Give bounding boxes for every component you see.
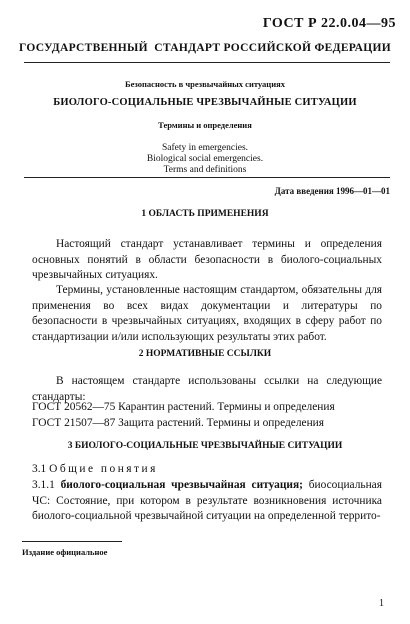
term-number: 3.1.1 xyxy=(32,479,55,491)
paragraph: В настоящем стандарте использованы ссылки на следующие стандарты: xyxy=(32,375,382,403)
subsection-title: Общие понятия xyxy=(49,463,158,475)
english-line: Safety in emergencies. xyxy=(161,143,249,153)
subsection-number: 3.1 xyxy=(32,463,47,475)
edition-note: Издание официальное xyxy=(22,547,108,557)
state-standard-heading: ГОСУДАРСТВЕННЫЙ СТАНДАРТ РОССИЙСКОЙ ФЕДЕРАЦИИ xyxy=(19,42,391,54)
document-code: ГОСТ Р 22.0.04—95 xyxy=(262,16,396,31)
term-name: биолого-социальная чрезвычайная ситуация; xyxy=(60,479,303,491)
category-line: Безопасность в чрезвычайных ситуациях xyxy=(125,79,285,89)
subsection-heading xyxy=(32,462,382,478)
english-line: Terms and definitions xyxy=(163,165,247,175)
reference-item: ГОСТ 20562—75 Карантин растений. Термины и определения xyxy=(32,401,335,413)
document-title: БИОЛОГО-СОЦИАЛЬНЫЕ ЧРЕЗВЫЧАЙНЫЕ СИТУАЦИИ xyxy=(53,97,357,108)
term-definition xyxy=(32,478,382,525)
paragraph: Термины, установленные настоящим стандартом, обязательны для применения во всех видах документации и литературы по безопасности в чрезвычайных ситуациях, входящих в сферу работ по стандартизации и/или использующих результаты этих работ. xyxy=(32,284,382,343)
page-number: 1 xyxy=(379,598,384,609)
section-heading-1: 1 ОБЛАСТЬ ПРИМЕНЕНИЯ xyxy=(141,209,269,219)
header-rule xyxy=(24,62,390,63)
document-subtitle: Термины и определения xyxy=(158,120,252,130)
section-heading-3: 3 БИОЛОГО-СОЦИАЛЬНЫЕ ЧРЕЗВЫЧАЙНЫЕ СИТУАЦИИ xyxy=(67,441,343,451)
date-of-introduction: Дата введения 1996—01—01 xyxy=(274,186,390,196)
term-text: биосоциальная ЧС: Состояние, при котором в результате возникновения источника биолого-социальной чрезвычайной ситуации на определенной террито- xyxy=(32,479,382,523)
section-heading-2: 2 НОРМАТИВНЫЕ ССЫЛКИ xyxy=(138,349,272,359)
english-line: Biological social emergencies. xyxy=(146,154,264,164)
footer-rule xyxy=(22,541,122,542)
english-title-block xyxy=(0,143,410,176)
title-rule xyxy=(24,177,390,178)
reference-item: ГОСТ 21507—87 Защита растений. Термины и определения xyxy=(32,417,325,429)
paragraph: Настоящий стандарт устанавливает термины и определения основных понятий в области безопасности в биолого-социальных чрезвычайных ситуациях. xyxy=(32,238,382,282)
